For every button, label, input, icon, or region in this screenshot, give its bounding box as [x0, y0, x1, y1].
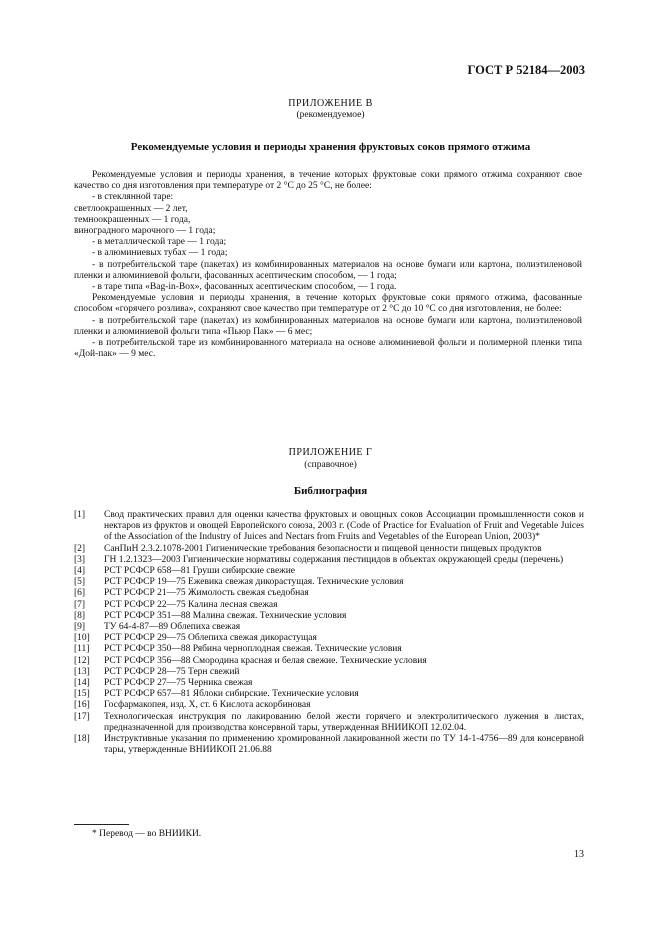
list-item [74, 712, 584, 734]
ref-text: РСТ РСФСР 27—75 Черника свежая [104, 678, 253, 689]
ref-number: [6] [74, 588, 86, 599]
list-item [74, 544, 584, 555]
list-item [74, 700, 584, 711]
appendix-v-heading: Рекомендуемые условия и периоды хранения фруктовых соков прямого отжима [130, 141, 531, 153]
ref-text: Технологическая инструкция по лакированию белой жести горячего и электролитического лужения в листах, предназначенной для производства консервной тары, утвержденная ВНИИКОП 12.02.04. [104, 711, 584, 733]
ref-number: [13] [74, 666, 90, 677]
list-item [74, 644, 584, 655]
ref-number: [14] [74, 678, 90, 689]
ref-number: [15] [74, 689, 90, 700]
list-item [74, 566, 584, 577]
ref-text: РСТ РСФСР 351—88 Малина свежая. Технические условия [104, 610, 347, 621]
paragraph: темноокрашенных — 1 года, [74, 214, 191, 225]
ref-text: ТУ 64-4-87—89 Облепиха свежая [104, 622, 241, 633]
footnote-divider [74, 824, 129, 825]
ref-number: [9] [74, 622, 86, 633]
paragraph: Рекомендуемые условия и периоды хранения, в течение которых фруктовые соки прямого отжима, фасованные способом «горячего розлива», сохраняют свое качество при температуре от 2 °С до 10 °С со дня изготовления, не более: [74, 293, 582, 315]
list-item [74, 667, 584, 678]
paragraph: - в потребительской таре (пакетах) из комбинированных материалов на основе бумаги или картона, полиэтиленовой пленки и алюминиевой фольги, фасованных асептическим способом, — 1 года; [74, 259, 582, 281]
ref-text: РСТ РСФСР 21—75 Жимолость свежая съедобная [104, 588, 309, 599]
ref-number: [11] [74, 644, 90, 655]
paragraph: - в таре типа «Bag-in-Box», фасованных асептическим способом, — 1 года. [92, 282, 397, 293]
list-item [74, 510, 584, 544]
list-item [74, 555, 584, 566]
paragraph: - в потребительской таре (пакетах) из комбинированных материалов на основе бумаги или картона, полиэтиленовой пленки и алюминиевой фольги типа «Пьюр Пак» — 6 мес; [74, 315, 582, 337]
appendix-g-heading: Библиография [293, 485, 368, 497]
ref-text: РСТ РСФСР 19—75 Ежевика свежая дикорастущая. Технические условия [104, 577, 404, 588]
appendix-v-title: ПРИЛОЖЕНИЕ В [288, 98, 373, 109]
list-item [74, 656, 584, 667]
ref-number: [5] [74, 577, 86, 588]
paragraph: - в потребительской таре из комбинированного материала на основе алюминиевой фольги и полимерной пленки типа «Дой-пак» — 9 мес. [74, 338, 582, 360]
appendix-g-subtitle: (справочное) [304, 460, 357, 470]
ref-number: [8] [74, 610, 86, 621]
list-item [74, 734, 584, 756]
ref-text: СанПиН 2.3.2.1078-2001 Гигиенические требования безопасности и пищевой ценности пищевых продуктов [104, 543, 542, 554]
ref-text: Свод практических правил для оценки качества фруктовых и овощных соков Ассоциации промышленности соков и нектаров из фруктов и овощей Европейского союза, 2003 г. (Code of Practice for Evaluation of Fruit and Vegetable Juices of the Association of the Industry of Juices and Nectars from Fruits and Vegetables of the European Union, 2003)* [104, 510, 584, 543]
list-item [74, 622, 584, 633]
list-item [74, 577, 584, 588]
paragraph: - в алюминиевых тубах — 1 года; [92, 248, 228, 259]
ref-text: Инструктивные указания по применению хромированной лакированной жести по ТУ 14-1-4756—89 для консервной тары, утвержденные ВНИИКОП 21.06.88 [104, 734, 584, 756]
paragraph: - в металлической таре — 1 года; [92, 237, 227, 248]
ref-number: [17] [74, 711, 90, 722]
ref-text: РСТ РСФСР 28—75 Терн свежий [104, 666, 240, 677]
ref-number: [1] [74, 510, 86, 520]
standard-number: ГОСТ Р 52184—2003 [467, 63, 585, 77]
list-item [74, 689, 584, 700]
footnote: * Перевод — во ВНИИКИ. [92, 829, 202, 839]
ref-text: РСТ РСФСР 356—88 Смородина красная и белая свежие. Технические условия [104, 655, 427, 666]
ref-text: ГН 1.2.1323—2003 Гигиенические нормативы содержания пестицидов в объектах окружающей среды (перечень) [104, 554, 564, 565]
paragraph: - в стеклянной таре: [92, 192, 174, 203]
appendix-v-body [74, 170, 582, 360]
ref-number: [18] [74, 734, 90, 745]
ref-text: РСТ РСФСР 657—81 Яблоки сибирские. Технические условия [104, 689, 359, 700]
list-item [74, 611, 584, 622]
ref-number: [12] [74, 655, 90, 666]
list-item [74, 588, 584, 599]
ref-number: [3] [74, 554, 86, 565]
appendix-v-subtitle: (рекомендуемое) [296, 110, 365, 120]
ref-number: [10] [74, 633, 90, 644]
ref-text: РСТ РСФСР 658—81 Груши сибирские свежие [104, 566, 296, 577]
ref-text: РСТ РСФСР 350—88 Рябина черноплодная свежая. Технические условия [104, 644, 402, 655]
list-item [74, 633, 584, 644]
paragraph: светлоокрашенных — 2 лет, [74, 203, 188, 214]
ref-text: Госфармакопея, изд. X, ст. 6 Кислота аскорбиновая [104, 700, 311, 711]
paragraph: Рекомендуемые условия и периоды хранения, в течение которых фруктовые соки прямого отжима сохраняют свое качество со дня изготовления при температуре от 2 °С до 25 °С, не более: [74, 170, 582, 192]
paragraph: виноградного марочного — 1 года; [74, 226, 216, 237]
ref-number: [16] [74, 700, 90, 711]
ref-number: [7] [74, 599, 86, 610]
bibliography-list [74, 510, 584, 756]
ref-number: [2] [74, 543, 86, 554]
page-number: 13 [574, 849, 584, 860]
list-item [74, 678, 584, 689]
ref-text: РСТ РСФСР 29—75 Облепиха свежая дикорастущая [104, 633, 317, 644]
list-item [74, 600, 584, 611]
ref-number: [4] [74, 566, 86, 577]
appendix-g-title: ПРИЛОЖЕНИЕ Г [288, 447, 373, 458]
ref-text: РСТ РСФСР 22—75 Калина лесная свежая [104, 599, 278, 610]
